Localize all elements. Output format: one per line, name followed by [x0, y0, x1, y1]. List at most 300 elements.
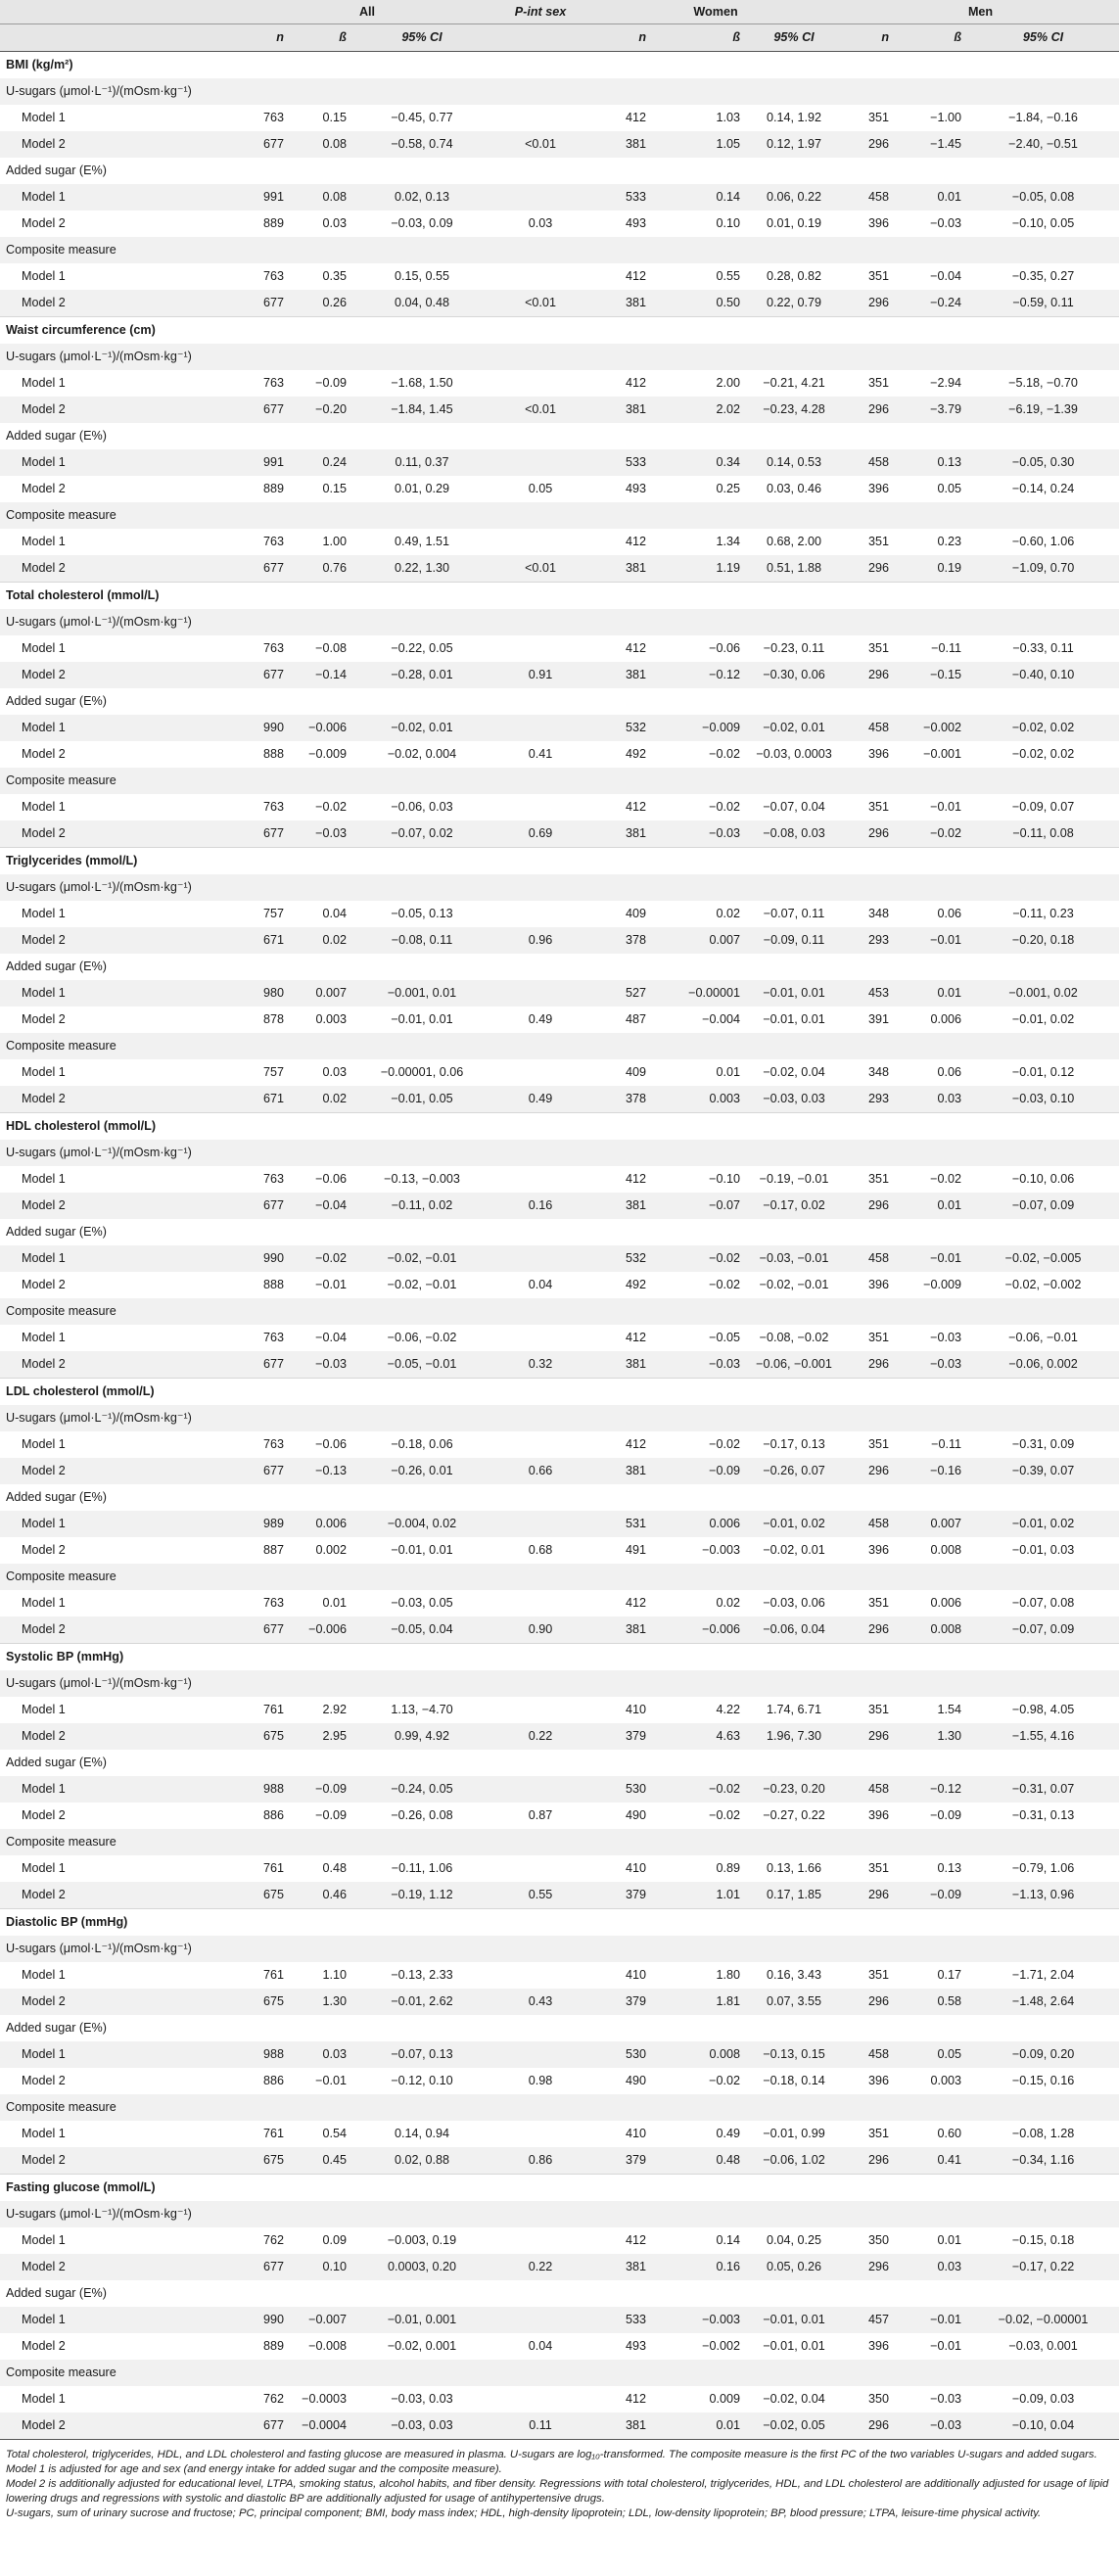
- section-header-row: [0, 1113, 1119, 1141]
- all-beta: −0.02: [315, 1251, 347, 1265]
- predictor-row: [0, 78, 1119, 105]
- model-label: Model 1: [22, 1251, 66, 1265]
- all-n: 762: [262, 2233, 284, 2247]
- all-n: 677: [262, 1357, 284, 1371]
- model-row: [0, 2333, 1119, 2360]
- p-int-sex: [491, 2227, 589, 2254]
- p-int-sex: [491, 2307, 589, 2333]
- p-int-sex: 0.49: [528, 1092, 553, 1105]
- men-beta: −0.15: [930, 668, 962, 681]
- model-label: Model 1: [22, 2047, 66, 2061]
- predictor-row: [0, 688, 1119, 715]
- predictor-label: U-sugars (μmol·L⁻¹)/(mOsm·kg⁻¹): [6, 1676, 192, 1690]
- women-ci: −0.23, 0.11: [763, 641, 825, 655]
- men-beta: 0.003: [930, 2074, 962, 2087]
- p-int-sex: 0.04: [528, 2339, 553, 2353]
- women-beta: −0.03: [709, 826, 741, 840]
- p-int-sex: 0.68: [528, 1543, 553, 1557]
- model-row: [0, 370, 1119, 397]
- model-label: Model 2: [22, 1994, 66, 2008]
- women-ci: 0.17, 1.85: [767, 1888, 822, 1901]
- col-header-beta: ß: [652, 24, 746, 52]
- col-header-n: n: [243, 24, 290, 52]
- all-n: 677: [262, 402, 284, 416]
- women-beta: 0.01: [716, 1065, 741, 1079]
- predictor-row: [0, 609, 1119, 635]
- model-label: Model 1: [22, 535, 66, 548]
- col-header-p-blank: [491, 24, 589, 52]
- all-n: 991: [262, 455, 284, 469]
- women-n: 533: [626, 455, 647, 469]
- all-beta: 0.002: [315, 1543, 347, 1557]
- all-ci: 0.04, 0.48: [394, 296, 450, 309]
- men-ci: −0.40, 0.10: [1011, 668, 1075, 681]
- all-n: 675: [262, 1888, 284, 1901]
- predictor-label: Added sugar (E%): [6, 960, 107, 973]
- model-row: [0, 2041, 1119, 2068]
- all-ci: 0.02, 0.13: [394, 190, 450, 204]
- p-int-sex: 0.32: [528, 1357, 553, 1371]
- women-beta: −0.10: [709, 1172, 741, 1186]
- women-n: 410: [626, 1703, 647, 1716]
- all-n: 677: [262, 1464, 284, 1477]
- men-ci: −0.31, 0.07: [1011, 1782, 1075, 1796]
- women-ci: 1.74, 6.71: [767, 1703, 822, 1716]
- model-row: [0, 1776, 1119, 1803]
- all-beta: −0.04: [315, 1331, 347, 1344]
- women-ci: 0.13, 1.66: [767, 1861, 822, 1875]
- all-ci: −0.003, 0.19: [387, 2233, 457, 2247]
- p-int-sex: 0.43: [528, 1994, 553, 2008]
- women-ci: −0.09, 0.11: [763, 933, 825, 947]
- men-beta: −0.01: [930, 2339, 962, 2353]
- all-beta: −0.009: [308, 747, 347, 761]
- women-ci: −0.02, 0.01: [763, 721, 825, 734]
- women-beta: −0.003: [702, 1543, 741, 1557]
- men-beta: −0.11: [931, 641, 962, 655]
- predictor-label: Composite measure: [6, 243, 117, 257]
- model-row: [0, 397, 1119, 423]
- model-row: [0, 635, 1119, 662]
- predictor-label: Added sugar (E%): [6, 1225, 107, 1239]
- men-ci: −0.09, 0.07: [1011, 800, 1075, 814]
- women-ci: −0.02, −0.01: [759, 1278, 829, 1291]
- col-header-ci: 95% CI: [746, 24, 842, 52]
- men-beta: −0.16: [930, 1464, 962, 1477]
- model-label: Model 1: [22, 2392, 66, 2406]
- model-label: Model 2: [22, 137, 66, 151]
- men-ci: −1.71, 2.04: [1011, 1968, 1075, 1982]
- section-title: LDL cholesterol (mmol/L): [0, 1379, 1119, 1406]
- men-n: 396: [868, 216, 890, 230]
- women-beta: 0.006: [709, 1517, 741, 1530]
- model-row: [0, 794, 1119, 820]
- model-label: Model 2: [22, 747, 66, 761]
- all-beta: −0.06: [315, 1172, 347, 1186]
- women-beta: 0.02: [716, 1596, 741, 1610]
- all-beta: −0.09: [315, 1782, 347, 1796]
- all-ci: −0.02, 0.004: [387, 747, 457, 761]
- men-ci: −1.48, 2.64: [1011, 1994, 1075, 2008]
- women-ci: −0.02, 0.04: [763, 2392, 825, 2406]
- men-beta: −0.01: [930, 800, 962, 814]
- women-n: 491: [626, 1543, 647, 1557]
- all-n: 988: [262, 2047, 284, 2061]
- model-row: [0, 1458, 1119, 1484]
- men-beta: −0.24: [930, 296, 962, 309]
- men-ci: −0.05, 0.08: [1011, 190, 1075, 204]
- women-ci: 0.03, 0.46: [767, 482, 822, 495]
- p-int-sex: 0.98: [528, 2074, 553, 2087]
- p-int-sex: [491, 184, 589, 211]
- footnote: Model 2 is additionally adjusted for educational level, LTPA, smoking status, alcohol habits, and fiber density. Regressions with total cholesterol, triglycerides, HDL, and LDL cholesterol are additionally adjusted for usage of lipid lowering drugs and regressions with systolic and diastolic BP are additionally adjusted for usage of antihypertensive drugs.: [6, 2478, 1109, 2505]
- col-header-ci: 95% CI: [352, 24, 491, 52]
- men-beta: −0.002: [923, 721, 962, 734]
- women-n: 381: [626, 1622, 647, 1636]
- all-n: 677: [262, 826, 284, 840]
- all-ci: −0.03, 0.09: [391, 216, 453, 230]
- women-n: 493: [626, 482, 647, 495]
- all-n: 763: [262, 535, 284, 548]
- men-n: 457: [868, 2313, 890, 2326]
- women-beta: 0.007: [709, 933, 741, 947]
- women-n: 412: [626, 1596, 647, 1610]
- men-ci: −0.15, 0.18: [1011, 2233, 1075, 2247]
- men-beta: 0.008: [930, 1543, 962, 1557]
- women-n: 381: [589, 2412, 652, 2440]
- men-n: 296: [842, 2412, 895, 2440]
- women-beta: −0.002: [702, 2339, 741, 2353]
- men-beta: −0.12: [930, 1782, 962, 1796]
- women-n: 412: [626, 376, 647, 390]
- men-n: 350: [868, 2392, 890, 2406]
- women-ci: −0.26, 0.07: [763, 1464, 825, 1477]
- p-int-sex: [491, 1059, 589, 1086]
- women-ci: 0.22, 0.79: [767, 296, 822, 309]
- men-n: 296: [868, 137, 890, 151]
- men-n: 351: [868, 1172, 890, 1186]
- women-ci: −0.02, 0.04: [763, 1065, 825, 1079]
- men-n: 351: [868, 1596, 890, 1610]
- men-beta: −2.94: [930, 376, 962, 390]
- predictor-row: [0, 502, 1119, 529]
- women-n: 381: [626, 402, 647, 416]
- all-beta: 0.76: [322, 561, 347, 575]
- model-label: Model 1: [22, 641, 66, 655]
- men-ci: −0.10, 0.06: [1011, 1172, 1075, 1186]
- predictor-row: [0, 954, 1119, 980]
- women-ci: −0.01, 0.01: [763, 2313, 825, 2326]
- women-n: 381: [626, 561, 647, 575]
- section-title: Waist circumference (cm): [0, 317, 1119, 345]
- all-beta: 0.003: [315, 1012, 347, 1026]
- women-beta: −0.05: [709, 1331, 741, 1344]
- women-n: 379: [626, 1888, 647, 1901]
- men-beta: 0.01: [937, 1198, 962, 1212]
- model-label: Model 1: [22, 2233, 66, 2247]
- p-int-sex: 0.22: [528, 1729, 553, 1743]
- women-n: 381: [626, 826, 647, 840]
- section-title: Triglycerides (mmol/L): [0, 848, 1119, 875]
- men-beta: 0.01: [937, 190, 962, 204]
- men-n: 351: [868, 2127, 890, 2140]
- p-int-sex: [491, 635, 589, 662]
- men-ci: −0.10, 0.04: [967, 2412, 1119, 2440]
- women-n: 533: [626, 190, 647, 204]
- men-ci: −1.55, 4.16: [1011, 1729, 1075, 1743]
- model-label: Model 1: [22, 111, 66, 124]
- men-n: 396: [868, 2339, 890, 2353]
- men-beta: 0.007: [930, 1517, 962, 1530]
- col-header-ci: 95% CI: [967, 24, 1119, 52]
- women-beta: −0.003: [702, 2313, 741, 2326]
- footnote: U-sugars, sum of urinary sucrose and fructose; PC, principal component; BMI, body mass index; HDL, high-density lipoprotein; LDL, low-density lipoprotein; BP, blood pressure; LTPA, leisure-time physical activity.: [6, 2507, 1042, 2519]
- men-n: 296: [868, 1994, 890, 2008]
- all-ci: −0.03, 0.03: [352, 2412, 491, 2440]
- men-beta: 0.41: [937, 2153, 962, 2167]
- men-beta: 0.03: [937, 1092, 962, 1105]
- predictor-label: U-sugars (μmol·L⁻¹)/(mOsm·kg⁻¹): [6, 1411, 192, 1425]
- all-ci: −0.13, −0.003: [384, 1172, 460, 1186]
- predictor-label: Added sugar (E%): [6, 694, 107, 708]
- men-ci: −1.13, 0.96: [1011, 1888, 1075, 1901]
- men-ci: −0.31, 0.13: [1011, 1808, 1075, 1822]
- table-header: [0, 0, 1119, 52]
- women-n: 410: [626, 1968, 647, 1982]
- women-ci: −0.06, 1.02: [763, 2153, 825, 2167]
- men-ci: −0.07, 0.08: [1011, 1596, 1075, 1610]
- p-int-sex: [491, 1962, 589, 1989]
- p-int-sex: [491, 2386, 589, 2412]
- all-n: 675: [262, 2153, 284, 2167]
- model-label: Model 1: [22, 1703, 66, 1716]
- women-n: 381: [626, 1464, 647, 1477]
- all-ci: −0.28, 0.01: [391, 668, 453, 681]
- men-n: 296: [868, 1729, 890, 1743]
- women-ci: −0.21, 4.21: [763, 376, 825, 390]
- model-row: [0, 211, 1119, 237]
- men-beta: −1.45: [930, 137, 962, 151]
- all-beta: 2.95: [322, 1729, 347, 1743]
- section-header-row: [0, 1644, 1119, 1671]
- p-int-sex: 0.41: [528, 747, 553, 761]
- all-ci: −0.22, 0.05: [391, 641, 453, 655]
- model-row: [0, 1723, 1119, 1750]
- men-n: 296: [868, 1357, 890, 1371]
- women-n: 412: [626, 2233, 647, 2247]
- all-n: 677: [262, 561, 284, 575]
- all-ci: −0.07, 0.13: [391, 2047, 453, 2061]
- women-n: 381: [626, 1198, 647, 1212]
- men-ci: −1.09, 0.70: [1011, 561, 1075, 575]
- p-int-sex: 0.90: [528, 1622, 553, 1636]
- model-label: Model 2: [22, 2074, 66, 2087]
- men-ci: −0.39, 0.07: [1011, 1464, 1075, 1477]
- all-beta: −0.04: [315, 1198, 347, 1212]
- women-beta: −0.006: [702, 1622, 741, 1636]
- section-header-row: [0, 52, 1119, 79]
- all-beta: 0.03: [322, 2047, 347, 2061]
- group-header-all: All: [243, 0, 491, 24]
- all-ci: −0.02, −0.01: [387, 1278, 457, 1291]
- men-beta: 0.06: [937, 907, 962, 920]
- p-int-sex: <0.01: [525, 561, 556, 575]
- all-ci: −0.00001, 0.06: [380, 1065, 464, 1079]
- men-ci: −0.31, 0.09: [1011, 1437, 1075, 1451]
- all-n: 989: [262, 1517, 284, 1530]
- women-n: 412: [626, 641, 647, 655]
- men-ci: −0.02, −0.00001: [998, 2313, 1089, 2326]
- all-n: 671: [262, 1092, 284, 1105]
- model-row: [0, 2412, 1119, 2440]
- women-n: 378: [626, 933, 647, 947]
- women-n: 492: [626, 747, 647, 761]
- men-beta: −0.03: [895, 2412, 967, 2440]
- p-int-sex: [491, 370, 589, 397]
- model-row: [0, 529, 1119, 555]
- model-label: Model 2: [22, 1012, 66, 1026]
- men-n: 348: [868, 1065, 890, 1079]
- all-beta: 0.08: [322, 190, 347, 204]
- predictor-label: Composite measure: [6, 508, 117, 522]
- women-n: 381: [626, 2260, 647, 2273]
- men-beta: 0.17: [937, 1968, 962, 1982]
- men-beta: 0.19: [937, 561, 962, 575]
- model-row: [0, 1245, 1119, 1272]
- all-ci: −0.11, 0.02: [391, 1198, 453, 1212]
- men-beta: 0.23: [937, 535, 962, 548]
- p-int-sex: [491, 901, 589, 927]
- women-n: 412: [626, 1331, 647, 1344]
- all-ci: 0.22, 1.30: [394, 561, 450, 575]
- all-ci: −0.05, 0.13: [391, 907, 453, 920]
- all-ci: −0.03, 0.05: [391, 1596, 453, 1610]
- model-label: Model 1: [22, 1331, 66, 1344]
- all-n: 878: [262, 1012, 284, 1026]
- men-n: 396: [868, 1543, 890, 1557]
- women-beta: 1.80: [716, 1968, 741, 1982]
- model-label: Model 1: [22, 1861, 66, 1875]
- men-n: 351: [868, 111, 890, 124]
- women-beta: −0.02: [709, 800, 741, 814]
- women-beta: −0.09: [709, 1464, 741, 1477]
- men-beta: −0.009: [923, 1278, 962, 1291]
- men-beta: 0.05: [937, 482, 962, 495]
- all-ci: −0.02, 0.001: [387, 2339, 457, 2353]
- men-ci: −6.19, −1.39: [1008, 402, 1078, 416]
- model-label: Model 2: [22, 2339, 66, 2353]
- all-ci: 0.02, 0.88: [394, 2153, 450, 2167]
- model-row: [0, 2121, 1119, 2147]
- all-ci: −0.01, 2.62: [391, 1994, 453, 2008]
- predictor-label: Added sugar (E%): [6, 1490, 107, 1504]
- women-beta: −0.12: [709, 668, 741, 681]
- all-n: 886: [262, 1808, 284, 1822]
- women-ci: −0.30, 0.06: [763, 668, 825, 681]
- men-ci: −0.79, 1.06: [1011, 1861, 1075, 1875]
- men-beta: 0.13: [937, 455, 962, 469]
- predictor-row: [0, 1750, 1119, 1776]
- men-n: 396: [868, 1808, 890, 1822]
- model-row: [0, 184, 1119, 211]
- men-beta: −0.11: [931, 1437, 962, 1451]
- all-ci: −0.06, −0.02: [387, 1331, 457, 1344]
- women-ci: −0.08, −0.02: [759, 1331, 829, 1344]
- women-beta: 1.81: [716, 1994, 741, 2008]
- men-n: 453: [868, 986, 890, 1000]
- all-beta: 0.46: [322, 1888, 347, 1901]
- section-title: Diastolic BP (mmHg): [0, 1909, 1119, 1937]
- men-beta: −0.02: [930, 1172, 962, 1186]
- men-ci: −0.01, 0.02: [1011, 1012, 1075, 1026]
- model-label: Model 2: [22, 1464, 66, 1477]
- model-row: [0, 1989, 1119, 2015]
- predictor-row: [0, 1670, 1119, 1697]
- section-title: Total cholesterol (mmol/L): [0, 583, 1119, 610]
- model-label: Model 1: [22, 1517, 66, 1530]
- women-ci: −0.01, 0.01: [763, 2339, 825, 2353]
- all-n: 677: [262, 137, 284, 151]
- model-row: [0, 476, 1119, 502]
- men-beta: 0.06: [937, 1065, 962, 1079]
- men-n: 296: [868, 1198, 890, 1212]
- p-int-sex: 0.16: [528, 1198, 553, 1212]
- men-beta: 1.54: [937, 1703, 962, 1716]
- model-label: Model 1: [22, 376, 66, 390]
- women-ci: −0.01, 0.01: [763, 1012, 825, 1026]
- women-ci: 1.96, 7.30: [767, 1729, 822, 1743]
- men-beta: −0.001: [923, 747, 962, 761]
- all-ci: −1.68, 1.50: [391, 376, 453, 390]
- all-n: 888: [262, 747, 284, 761]
- group-header-men: Men: [842, 0, 1119, 24]
- all-beta: 0.15: [322, 482, 347, 495]
- model-label: Model 1: [22, 907, 66, 920]
- section-header-row: [0, 317, 1119, 345]
- predictor-row: [0, 2360, 1119, 2386]
- p-int-sex: [491, 1590, 589, 1616]
- predictor-row: [0, 2280, 1119, 2307]
- women-n: 493: [626, 216, 647, 230]
- all-n: 980: [262, 986, 284, 1000]
- all-beta: 1.10: [322, 1968, 347, 1982]
- model-row: [0, 105, 1119, 131]
- p-int-sex: [491, 980, 589, 1007]
- men-ci: −0.06, −0.01: [1008, 1331, 1078, 1344]
- men-ci: −0.08, 1.28: [1011, 2127, 1075, 2140]
- model-row: [0, 1059, 1119, 1086]
- women-ci: 0.12, 1.97: [767, 137, 822, 151]
- all-beta: −0.08: [315, 641, 347, 655]
- all-ci: −0.01, 0.01: [391, 1543, 453, 1557]
- all-beta: −0.09: [315, 1808, 347, 1822]
- predictor-label: Added sugar (E%): [6, 2286, 107, 2300]
- all-beta: 0.54: [322, 2127, 347, 2140]
- women-ci: −0.03, 0.03: [763, 1092, 825, 1105]
- women-beta: 2.02: [716, 402, 741, 416]
- men-n: 396: [868, 747, 890, 761]
- p-int-sex: 0.55: [528, 1888, 553, 1901]
- women-ci: 0.01, 0.19: [767, 216, 822, 230]
- women-ci: −0.17, 0.02: [763, 1198, 825, 1212]
- predictor-label: Added sugar (E%): [6, 1756, 107, 1769]
- men-beta: 0.01: [937, 986, 962, 1000]
- model-row: [0, 2227, 1119, 2254]
- men-ci: −0.59, 0.11: [1012, 296, 1074, 309]
- all-n: 675: [262, 1994, 284, 2008]
- men-ci: −0.20, 0.18: [1011, 933, 1075, 947]
- all-n: 990: [262, 721, 284, 734]
